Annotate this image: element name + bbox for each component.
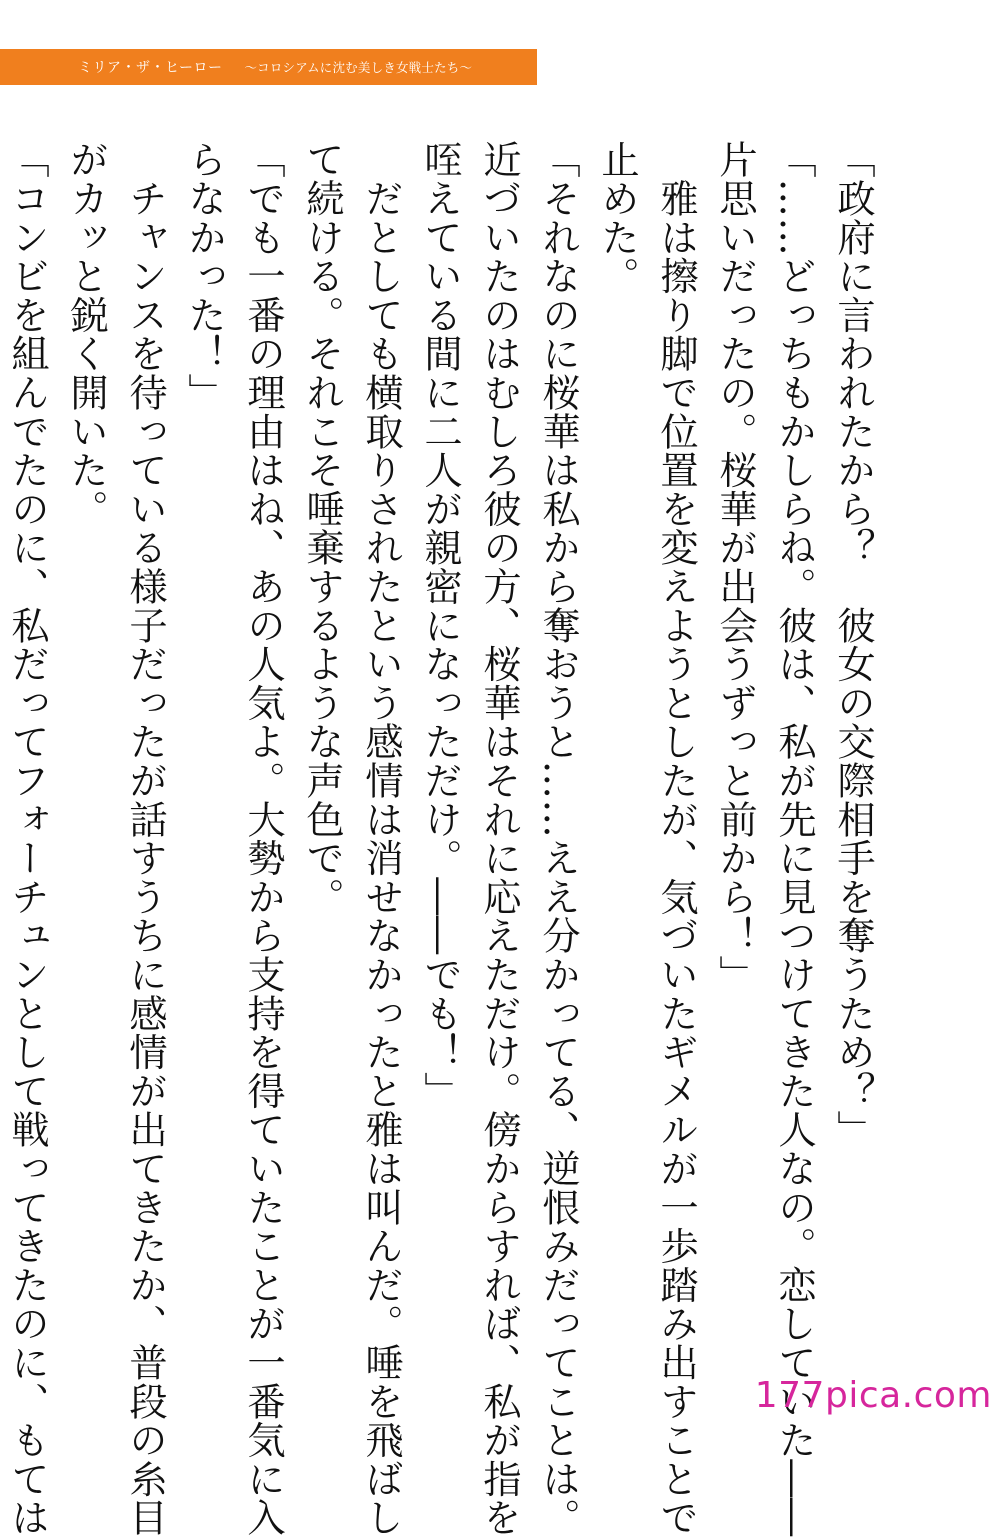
header-title: ミリア・ザ・ヒーロー: [78, 60, 223, 76]
text-line: チャンスを待っている様子だったが話すうちに感情が出てきたか、普段の糸目: [122, 140, 167, 1537]
header-subtitle: 〜コロシアムに沈む美しき女戦士たち〜: [244, 60, 473, 75]
text-line: だとしても横取りされたという感情は消せなかったと雅は叫んだ。唾を飛ばし: [358, 140, 403, 1537]
text-line: 雅は擦り脚で位置を変えようとしたが、気づいたギメルが一歩踏み出すことで: [653, 140, 698, 1537]
running-header: [0, 49, 537, 85]
text-line: 「それなのに桜華は私から奪おうと……ええ分かってる、逆恨みだってことは。: [535, 140, 580, 1537]
text-line: 「コンビを組んでたのに、私だってフォーチュンとして戦ってきたのに、もては: [4, 140, 49, 1537]
watermark: 177pica.com: [754, 1375, 992, 1416]
text-line: 止めた。: [594, 140, 639, 296]
text-line: 片思いだったの。桜華が出会うずっと前から！」: [712, 140, 757, 994]
text-line: 「政府に言われたから？ 彼女の交際相手を奪うため？」: [830, 140, 875, 1149]
text-line: がカッと鋭く開いた。: [63, 140, 108, 528]
text-line: 近づいたのはむしろ彼の方、桜華はそれに応えただけ。傍からすれば、私が指を: [476, 140, 521, 1537]
text-line: 咥えている間に二人が親密になっただけ。――でも！」: [417, 140, 462, 1110]
text-line: らなかった！」: [181, 140, 226, 412]
text-line: 「でも一番の理由はね、あの人気よ。大勢から支持を得ていたことが一番気に入: [240, 140, 285, 1537]
text-line: て続ける。それこそ唾棄するような声色で。: [299, 140, 344, 916]
text-line: 「……どっちもかしらね。彼は、私が先に見つけてきた人なの。恋していた――: [771, 140, 816, 1537]
